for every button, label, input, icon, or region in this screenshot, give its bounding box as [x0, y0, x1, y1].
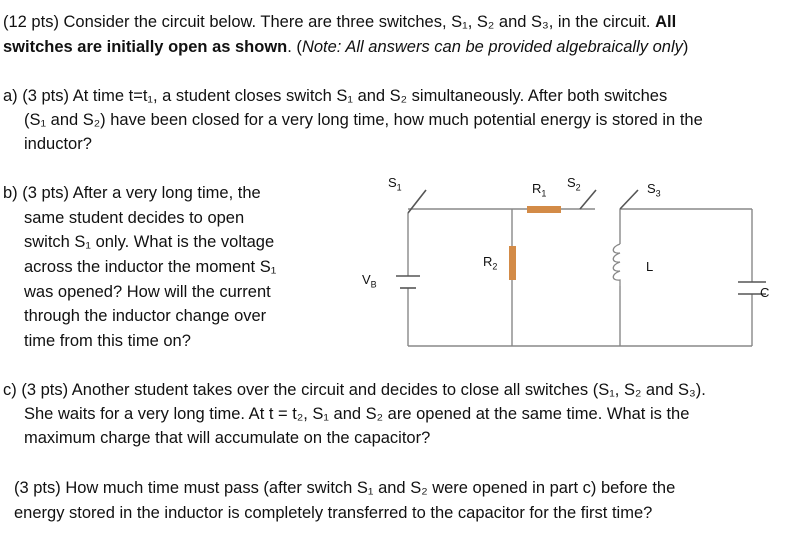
part-a-line-2: (S₁ and S₂) have been closed for a very long time, how much potential energy is stored in the — [24, 111, 703, 129]
inductor-coil — [613, 244, 620, 286]
intro-bold-all: All — [655, 13, 677, 31]
intro-paren-close: ) — [682, 38, 689, 56]
intro-paren-open: . ( — [287, 38, 302, 56]
part-b-line-7: time from this time on? — [24, 332, 191, 350]
part-a-line-3: inductor? — [24, 135, 92, 153]
switch-s2 — [580, 190, 596, 209]
switch-s3 — [620, 190, 638, 209]
intro-bold-switches: switches are initially open as shown — [3, 38, 288, 56]
label-vb: $V_B$ — [362, 272, 377, 290]
part-b-line-1: b) (3 pts) After a very long time, the — [3, 184, 261, 202]
label-c: C — [760, 285, 770, 300]
part-b-line-5: was opened? How will the current — [24, 283, 271, 301]
intro-text: (12 pts) Consider the circuit below. There are three switches, S₁, S₂ and S₃, in the circuit. — [3, 13, 651, 31]
label-s1: $S_1$ — [388, 175, 402, 193]
part-a-line-1: a) (3 pts) At time t=t₁, a student closes switch S₁ and S₂ simultaneously. After both switches — [3, 87, 668, 105]
part-c-line-1: c) (3 pts) Another student takes over the circuit and decides to close all switches (S₁, S₂ and S₃). — [3, 381, 706, 399]
label-s2: $S_2$ — [567, 175, 581, 193]
part-b-line-4: across the inductor the moment S₁ — [24, 258, 277, 276]
label-l: L — [646, 259, 654, 274]
part-d-line-2: energy stored in the inductor is completely transferred to the capacitor for the first time? — [14, 504, 653, 522]
part-c-line-2: She waits for a very long time. At t = t₂, S₁ and S₂ are opened at the same time. What is the — [24, 405, 690, 423]
part-b-line-2: same student decides to open — [24, 209, 245, 227]
part-b-line-6: through the inductor change over — [24, 307, 267, 325]
part-d-line-1: (3 pts) How much time must pass (after switch S₁ and S₂ were opened in part c) before the — [14, 479, 676, 497]
label-s3: $S_3$ — [647, 181, 661, 199]
part-b-line-3: switch S₁ only. What is the voltage — [24, 233, 275, 251]
resistor-r2 — [509, 246, 516, 280]
label-r1: $R_1$ — [532, 181, 547, 199]
resistor-r1 — [527, 206, 561, 213]
part-c-line-3: maximum charge that will accumulate on the capacitor? — [24, 429, 431, 447]
label-r2: $R_2$ — [483, 254, 498, 272]
intro-note: Note: All answers can be provided algebraically only — [301, 38, 683, 56]
